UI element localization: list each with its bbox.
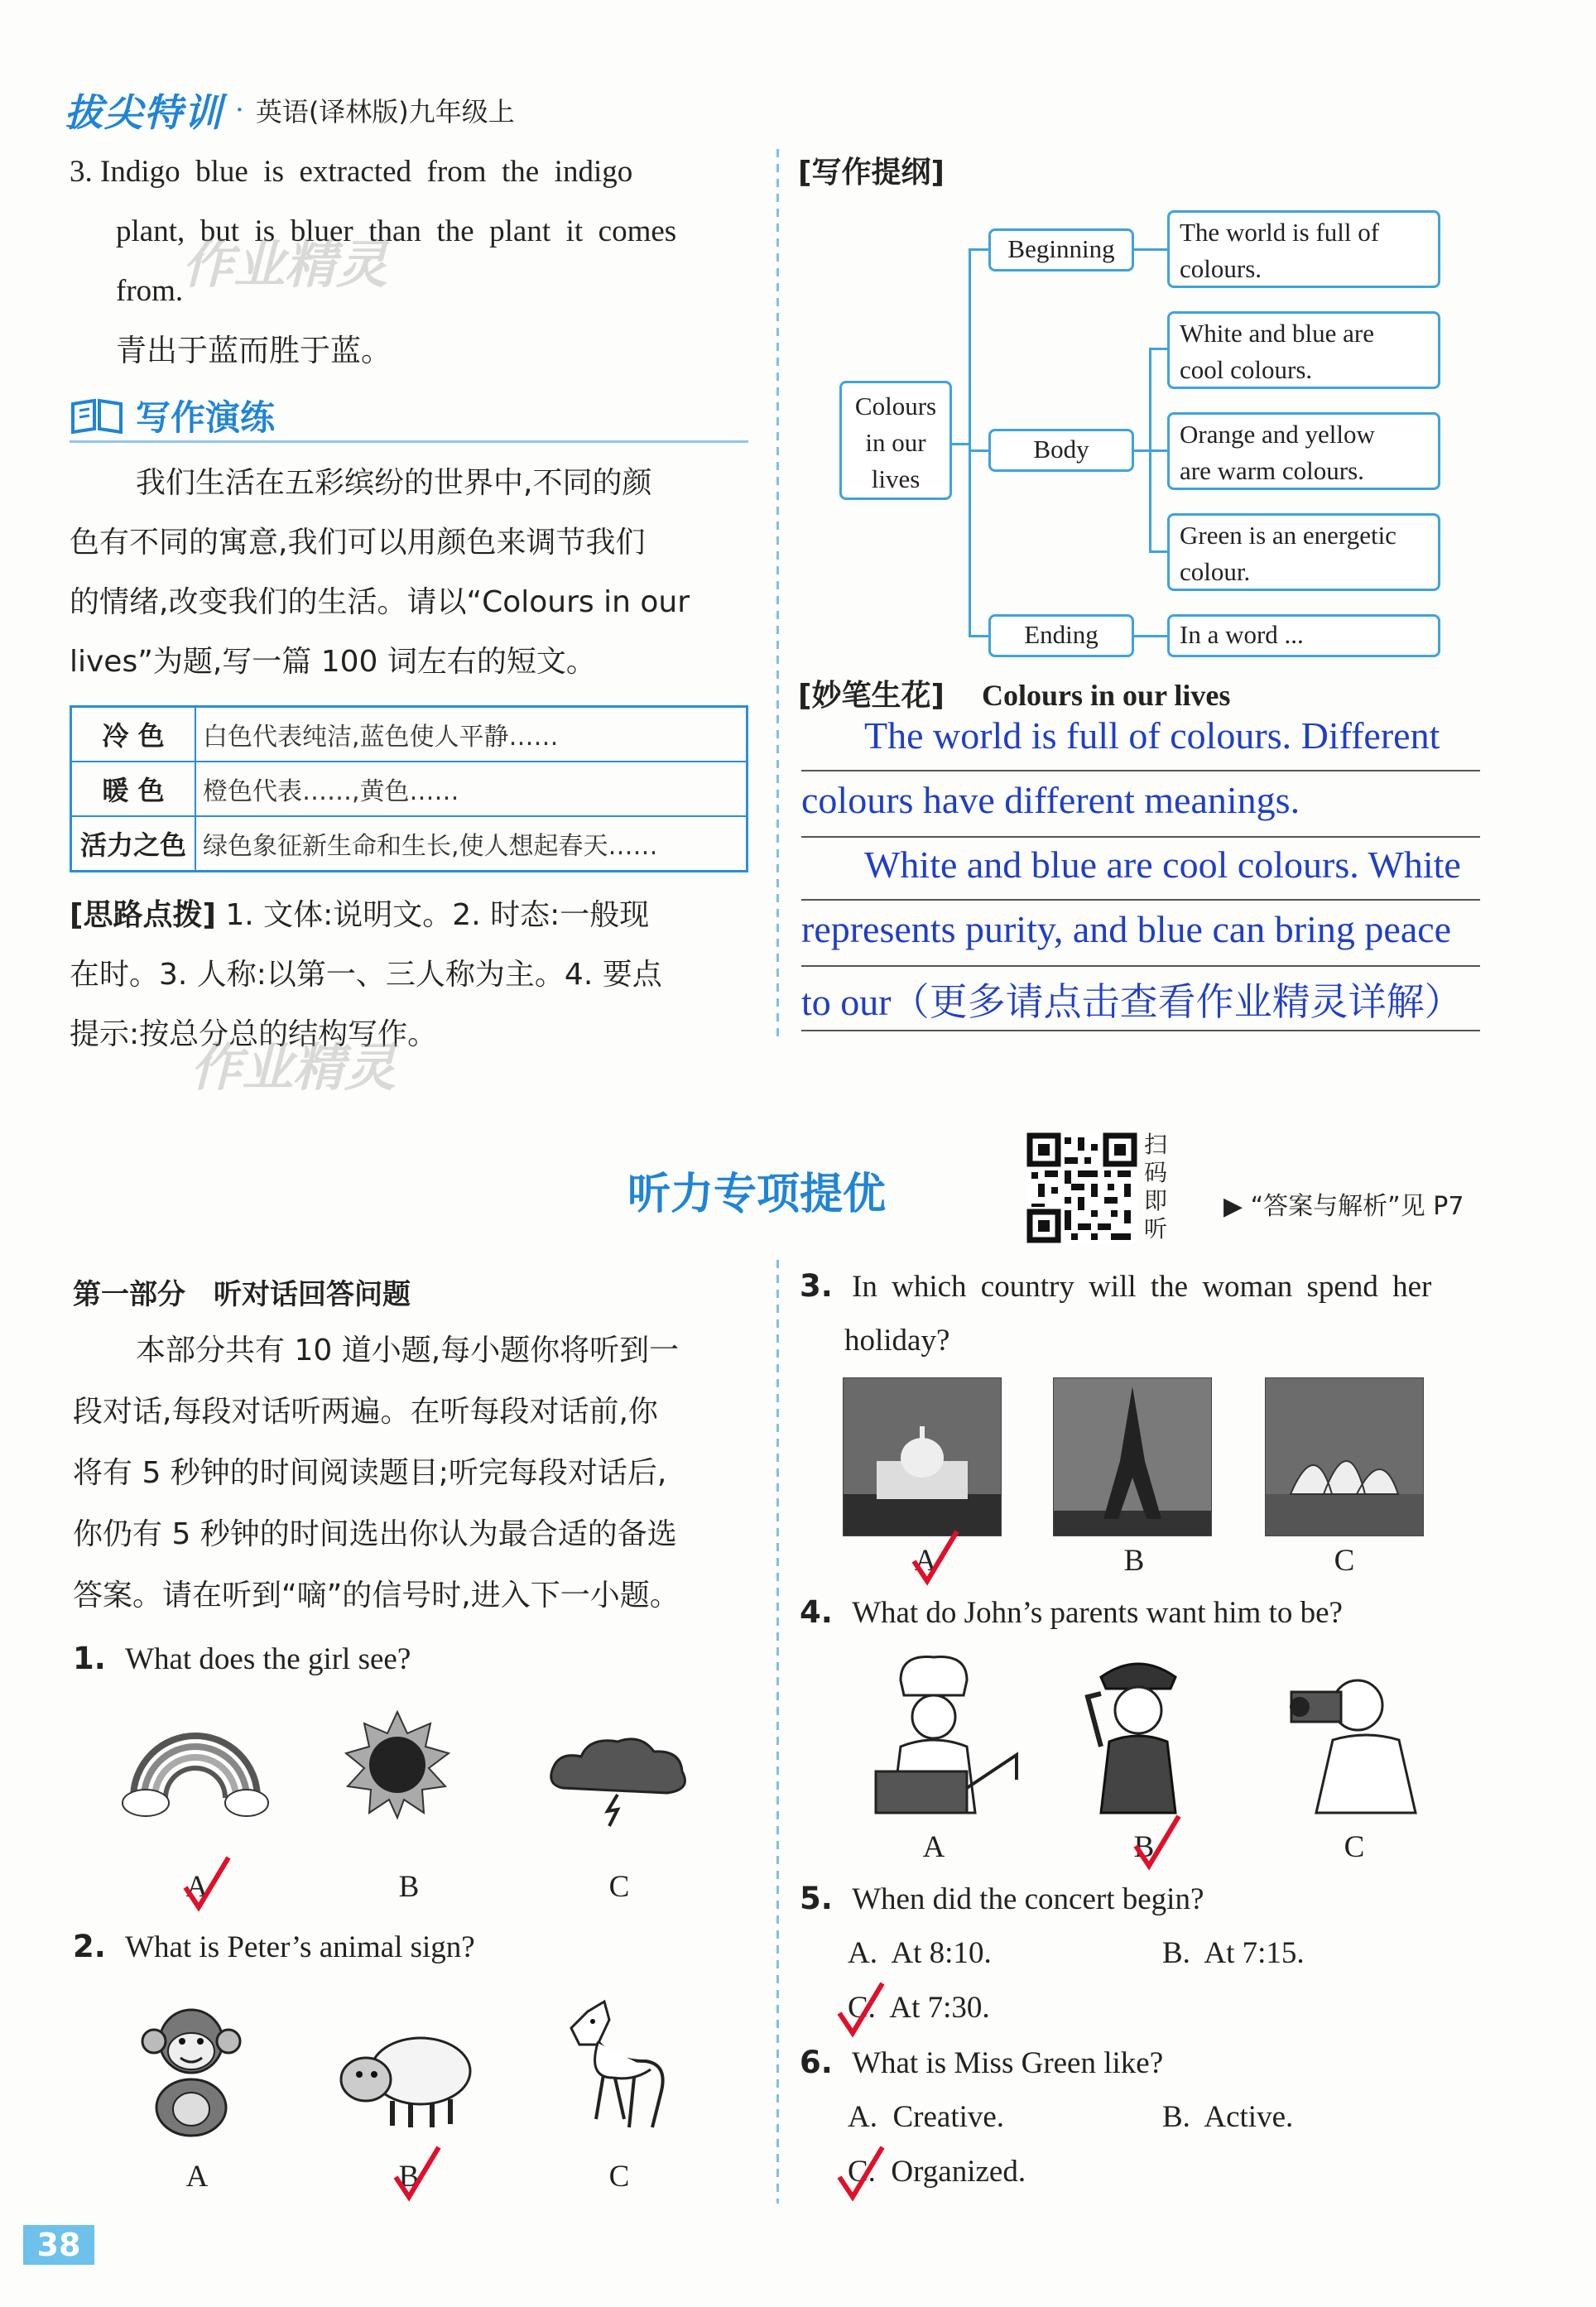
check-mark-icon [911,1528,960,1586]
question-text: What does the girl see? [125,1642,411,1676]
q3-option-b[interactable]: B [1123,1544,1145,1578]
table-value: 绿色象征新生命和生长,使人想起春天…… [195,816,748,872]
page-number: 38 [23,2225,94,2265]
horse-icon[interactable] [555,1995,679,2136]
question-text: What is Miss Green like? [852,2046,1164,2080]
essay-line: White and blue are cool colours. White [801,843,1480,901]
q1-option-b[interactable]: B [398,1870,420,1904]
outline-label: [写作提纲] [798,156,945,190]
mm-text: colour. [1180,557,1251,586]
mm-text: are warm colours. [1180,456,1364,485]
question-number: 4. [800,1594,833,1630]
mm-root [839,381,952,500]
essay-line: The world is full of colours. Different [801,714,1480,771]
monkey-icon[interactable] [129,2000,253,2141]
q2-option-b[interactable]: B [398,2160,420,2194]
mm-text: The world is full of [1180,218,1380,247]
mm-ending-detail: In a word ... [1167,614,1440,657]
question-text: In which country will the woman spend her [852,1270,1432,1304]
question-3 [800,1268,1431,1305]
scan-char: 码 [1144,1159,1168,1186]
table-row [71,816,748,872]
mm-connector [1134,248,1167,251]
sun-icon[interactable] [339,1707,455,1823]
tips-line3: 提示:按总分总的结构写作。 [70,1017,438,1051]
book-icon [70,397,124,434]
tips-line2: 在时。3. 人称:以第一、三人称为主。4. 要点 [70,958,662,992]
mm-text: Orange and yellow [1180,420,1375,449]
q4-option-b[interactable]: B [1133,1830,1155,1864]
intro-line: 本部分共有 10 道小题,每小题你将听到一 [136,1334,680,1367]
prompt-line3: 的情绪,改变我们的生活。请以“Colours in our [70,585,690,619]
mm-text: colours. [1180,254,1262,283]
mm-body: Body [988,429,1134,472]
mm-connector [969,248,971,637]
question-number: 1. [73,1641,106,1676]
chef-icon[interactable] [843,1647,1025,1821]
mm-body-detail1 [1167,311,1440,389]
mm-root-line: Colours [854,392,937,421]
mm-connector [1134,449,1149,452]
table-key: 暖 色 [71,762,196,816]
q6-option-b[interactable]: B. Active. [1162,2100,1294,2134]
essay-label: [妙笔生花] [798,679,945,713]
question-number: 6. [800,2045,833,2080]
watermark-bottom: 作业精灵 [190,1037,397,1098]
question-text: When did the concert begin? [852,1882,1204,1916]
column-divider-top [776,149,779,1043]
essay-line: represents purity, and blue can bring peace [801,907,1480,967]
check-mark-icon [392,2144,442,2202]
mm-beginning: Beginning [988,228,1134,272]
page-header [65,81,515,139]
listening-title: 听力专项提优 [627,1170,887,1219]
mm-connector [1149,449,1167,452]
check-mark-icon [836,2144,886,2202]
check-mark-icon [1132,1813,1182,1871]
mm-connector [969,248,988,251]
table-value: 白色代表纯洁,蓝色使人平静…… [195,707,748,762]
mm-ending: Ending [988,614,1134,657]
item3-line3: from. [116,274,184,308]
scan-char: 听 [1144,1215,1168,1242]
q5-option-a[interactable]: A. At 8:10. [848,1936,992,1970]
intro-line: 你仍有 5 秒钟的时间选出你认为最合适的备选 [73,1517,677,1551]
question-2 [73,1929,475,1965]
table-row [71,762,748,816]
question-number: 5. [800,1881,833,1916]
mm-text: cool colours. [1180,355,1313,384]
mm-connector [1134,635,1167,637]
q1-option-c[interactable]: C [608,1870,630,1904]
qr-code-icon[interactable] [1026,1132,1137,1243]
q2-option-c[interactable]: C [608,2160,630,2194]
item3-line2: plant, but is bluer than the plant it comes [116,214,677,248]
mm-root-line: lives [871,464,921,493]
photographer-icon[interactable] [1267,1647,1440,1821]
question-6 [800,2045,1163,2081]
intro-line: 段对话,每段对话听两遍。在听每段对话前,你 [73,1395,658,1429]
mm-connector [969,635,988,637]
policeman-icon[interactable] [1068,1647,1209,1821]
question-text: What is Peter’s animal sign? [125,1930,475,1964]
column-divider-bottom [776,1260,779,2204]
q3-option-a[interactable]: A [914,1544,937,1578]
question-number: 2. [73,1929,106,1964]
intro-line: 答案。请在听到“嘀”的信号时,进入下一小题。 [73,1579,680,1612]
rainbow-icon[interactable] [121,1699,270,1823]
question-number: 3. [800,1268,833,1304]
question-text: What do John’s parents want him to be? [852,1596,1343,1630]
question-5 [800,1881,1204,1917]
mm-connector [1149,348,1167,350]
question-1 [73,1641,411,1677]
watermark-top: 作业精灵 [182,234,388,295]
q5-option-c[interactable]: C. At 7:30. [848,1991,990,2025]
q2-option-a[interactable]: A [185,2160,209,2194]
sheep-icon[interactable] [329,2020,478,2136]
prompt-line2: 色有不同的寓意,我们可以用颜色来调节我们 [70,526,646,560]
q1-option-a[interactable]: A [185,1870,209,1904]
storm-cloud-icon[interactable] [538,1730,695,1829]
capitol-photo[interactable] [843,1377,1002,1536]
mm-root-line: in our [865,428,926,457]
scan-char: 即 [1144,1187,1168,1214]
subject-title: 英语(译林版)九年级上 [255,96,515,127]
item3-chinese: 青出于蓝而胜于蓝。 [116,333,392,368]
check-mark-icon [182,1854,232,1912]
item3-line1: 3. Indigo blue is extracted from the indigo [70,155,633,189]
q6-option-c[interactable]: C. Organized. [848,2155,1026,2189]
tips-text1: 1. 文体:说明文。2. 时态:一般现 [225,898,650,932]
table-row [71,707,748,762]
prompt-line1: 我们生活在五彩缤纷的世界中,不同的颜 [136,466,652,500]
question-4 [800,1594,1343,1631]
tips-label: [思路点拨] [70,898,216,932]
eiffel-photo[interactable] [1053,1377,1212,1536]
essay-line: colours have different meanings. [801,778,1480,838]
mm-connector [952,443,969,445]
color-table [70,705,748,872]
q3-option-c[interactable]: C [1334,1544,1355,1578]
question-3-cont: holiday? [844,1324,950,1358]
q4-option-a[interactable]: A [922,1830,945,1864]
essay-title: Colours in our lives [982,679,1231,712]
q4-option-c[interactable]: C [1344,1830,1365,1864]
mm-text: White and blue are [1180,319,1374,348]
mm-body-detail2 [1167,412,1440,490]
scan-text [1144,1131,1171,1243]
mm-body-detail3 [1167,513,1440,591]
check-mark-icon [836,1980,886,2038]
brand-logo: 拔尖特训 [65,90,224,135]
header-dot: · [235,94,244,127]
mm-connector [1149,550,1167,553]
answer-reference: ▶ “答案与解析”见 P7 [1223,1192,1464,1221]
writing-title: 写作演练 [136,397,276,438]
table-key: 冷 色 [71,707,196,762]
essay-header [798,672,1230,714]
intro-line: 将有 5 秒钟的时间阅读题目;听完每段对话后, [73,1456,667,1490]
part-title: 第一部分 听对话回答问题 [73,1278,411,1311]
tips-line1 [70,886,649,945]
opera-house-photo[interactable] [1265,1377,1424,1536]
table-key: 活力之色 [71,816,196,872]
mm-beginning-detail [1167,210,1440,288]
writing-section-banner [70,391,748,443]
prompt-line4: lives”为题,写一篇 100 词左右的短文。 [70,645,596,679]
essay-line: to our（更多请点击查看作业精灵详解） [801,972,1480,1031]
scan-char: 扫 [1144,1131,1168,1158]
q6-option-a[interactable]: A. Creative. [848,2100,1005,2134]
mm-connector [969,449,988,452]
mm-text: Green is an energetic [1180,521,1396,550]
q5-option-b[interactable]: B. At 7:15. [1162,1936,1305,1970]
table-value: 橙色代表……,黄色…… [195,762,748,816]
